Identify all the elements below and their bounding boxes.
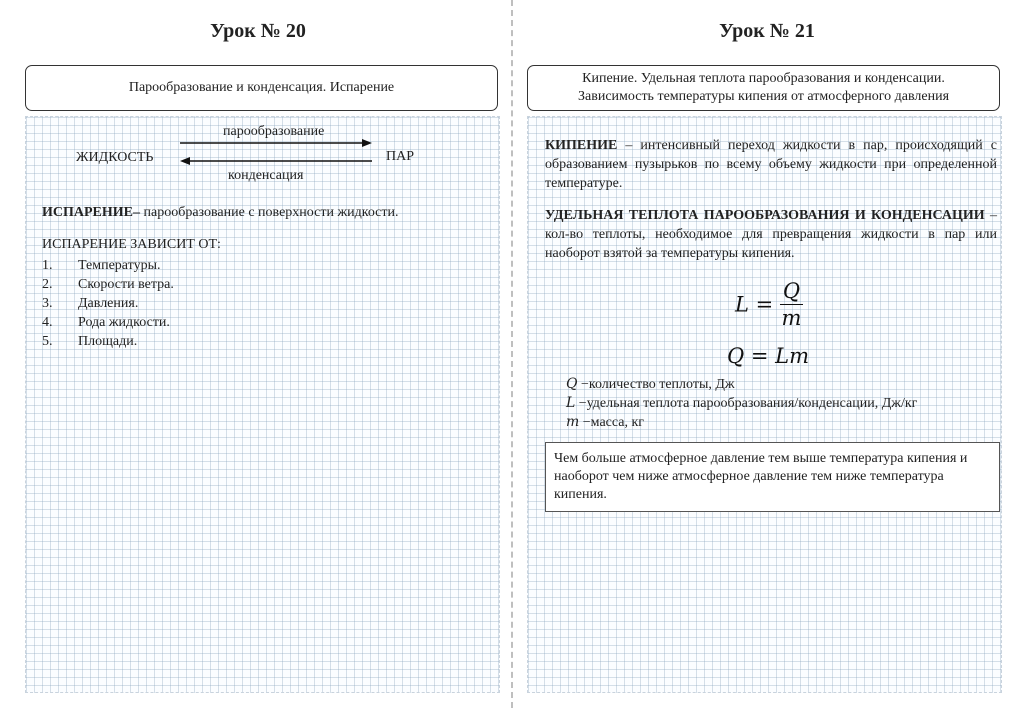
list-item: 2. Скорости ветра. [42, 277, 174, 292]
boiling-definition [545, 136, 997, 193]
depends-heading: ИСПАРЕНИЕ ЗАВИСИТ ОТ: [42, 237, 221, 252]
specific-heat-term: УДЕЛЬНАЯ ТЕПЛОТА ПАРООБРАЗОВАНИЯ И КОНДЕНСАЦИИ [545, 208, 985, 223]
lesson-20-topic: Парообразование и конденсация. Испарение [128, 80, 395, 95]
list-item: 1. Температуры. [42, 258, 161, 273]
diagram-arrows [178, 135, 374, 169]
list-item: 3. Давления. [42, 296, 139, 311]
factors-list [42, 256, 174, 351]
boiling-text: – интенсивный переход жидкости в пар, происходящий с образованием пузырьков по всему объему жидкости при определенной температуре. [545, 138, 997, 191]
page-divider [511, 0, 513, 708]
lesson-20-title: Урок № 20 [210, 20, 306, 42]
evaporation-text: парообразование с поверхности жидкости. [140, 205, 399, 220]
diagram-top-label: парообразование [223, 124, 325, 139]
list-item: 5. Площади. [42, 334, 138, 349]
boiling-term: КИПЕНИЕ [545, 138, 618, 153]
pressure-note: Чем больше атмосферное давление тем выше температура кипения и наоборот чем ниже атмосферное давление тем ниже температура кипения. [554, 451, 968, 502]
formula1-denominator: m [781, 306, 802, 330]
evaporation-definition [42, 205, 492, 221]
specific-heat-definition [545, 206, 997, 263]
specific-heat-text: – кол-во теплоты, необходимое для превращения жидкости в пар или наоборот взятой за температуры кипения. [545, 208, 997, 261]
legend-q: Q −количество теплоты, Дж [566, 376, 735, 392]
list-item: 4. Рода жидкости. [42, 315, 170, 330]
formula1-fraction [780, 278, 803, 331]
formula1-numerator: Q [780, 278, 803, 305]
lesson-21-topic-line2: Зависимость температуры кипения от атмосферного давления [577, 89, 950, 104]
evaporation-term: ИСПАРЕНИЕ– [42, 205, 141, 220]
pressure-note-box [545, 442, 1000, 512]
diagram-right-term: ПАР [386, 149, 415, 164]
lesson-21-topic-box [527, 65, 1000, 111]
formula1-lhs: L = [735, 292, 774, 317]
lesson-20-topic-box [25, 65, 498, 111]
diagram-bottom-label: конденсация [228, 168, 304, 183]
legend-m: m −масса, кг [566, 414, 645, 430]
formula-latent-heat [735, 278, 803, 331]
legend-l: L −удельная теплота парообразования/конденсации, Дж/кг [566, 395, 918, 411]
arrow-left-icon [180, 157, 372, 165]
left-grid-paper [25, 116, 500, 693]
formula-legend [566, 375, 917, 432]
formula-heat: Q = Lm [727, 344, 810, 368]
lesson-21-title: Урок № 21 [719, 20, 815, 42]
arrow-right-icon [180, 139, 372, 147]
lesson-21-topic-line1: Кипение. Удельная теплота парообразования и конденсации. [582, 71, 945, 86]
diagram-left-term: ЖИДКОСТЬ [76, 150, 154, 165]
